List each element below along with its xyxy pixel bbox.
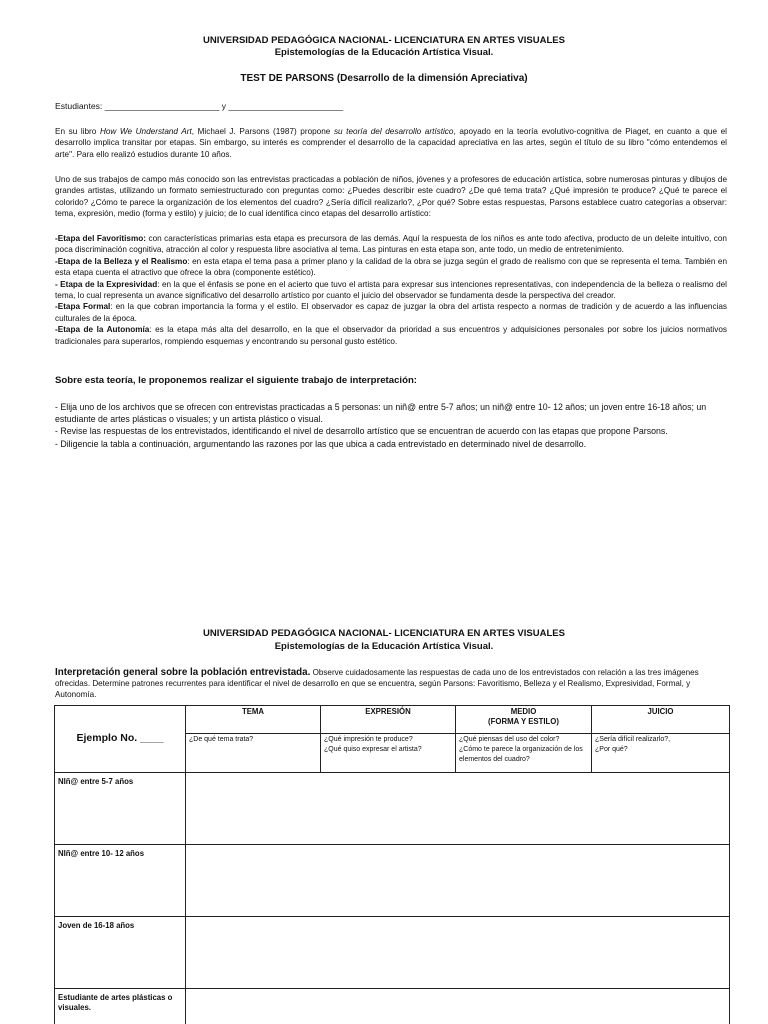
row-label-nino-10-12: NIñ@ entre 10- 12 años: [55, 845, 186, 917]
col-tema-header: TEMA: [186, 706, 321, 734]
page-2: [0, 618, 768, 1024]
stage-formal: [55, 301, 727, 324]
table-row: [55, 917, 730, 989]
row-label-nino-5-7: NIñ@ entre 5-7 años: [55, 773, 186, 845]
stage-text: : es la etapa más alta del desarrollo, en la que el observador da prioridad a sus encuentros y adquisiciones personales por sobre los juicios normativos tradicionales para superarlos, rompiendo esquemas y encontrando su personal gusto estético.: [55, 325, 727, 346]
q-juicio-2: ¿Por qué?: [595, 745, 628, 753]
instruction-item: - Elija uno de los archivos que se ofrecen con entrevistas practicadas a 5 personas: un niñ@ entre 5-7 años; un niñ@ entre 10- 12 años; un joven entre 16-18 años; un estudiante de artes plásticas o visuales; y un artista plástico o visual.: [55, 402, 707, 425]
students-blank-1[interactable]: ________________________: [104, 101, 220, 111]
stage-text: con características primarias esta etapa es precursora de las demás. Aquí la respuesta de los niños es ante todo afectiva, producto de un deleite intuitivo, con poca discriminación cognitiva, atracción al color y respuesta libre asociativa al tema. Las pinturas en esta etapa son, ante todo, un medio de entretenimiento.: [55, 234, 727, 255]
intro-paragraph: [55, 126, 727, 160]
interpretation-text: Observe cuidadosamente las respuestas de cada uno de los entrevistados con relación a las tres imágenes ofrecidas. Determine patrones recurrentes para identificar el nivel de desarrollo en que se encuentra, según Parsons: Favoritismo, Belleza y el Realismo, Expresividad, Formal, y Autonomía.: [55, 668, 699, 699]
q-expresion-1: ¿Qué impresión te produce?: [324, 736, 413, 743]
intro-text-3: , apoyado en la teoría evolutivo-cognitiva de Piaget, en cuanto a que el desarrollo implica transitar por etapas. Sin embargo, su interés es comprender el desarrollo de la capacidad apreciativa en las artes, según el título de su libro "cómo entendemos el arte". Para ello realizó estudios durante 10 años.: [55, 127, 727, 159]
university-header: UNIVERSIDAD PEDAGÓGICA NACIONAL- LICENCIATURA EN ARTES VISUALES: [203, 35, 565, 46]
stage-name: -Etapa Formal: [55, 302, 111, 312]
stage-favoritismo: [55, 233, 727, 256]
row-label-estudiante-artes: Estudiante de artes plásticas o visuales.: [55, 989, 186, 1024]
stage-name: -Etapa de la Belleza y el Realismo: [55, 256, 188, 266]
students-and: y: [221, 101, 227, 111]
q-medio: [456, 734, 592, 773]
q-expresion: [321, 734, 456, 773]
q-medio-2: ¿Cómo te parece la organización de los elementos del cuadro?: [459, 745, 583, 763]
theory-name: su teoría del desarrollo artístico: [333, 127, 454, 136]
university-header: UNIVERSIDAD PEDAGÓGICA NACIONAL- LICENCIATURA EN ARTES VISUALES: [203, 628, 565, 639]
students-label: Estudiantes:: [55, 101, 103, 111]
table-row: [55, 845, 730, 917]
course-header: Epistemologías de la Educación Artística Visual.: [274, 641, 494, 652]
col-expresion-header: EXPRESIÓN: [321, 706, 456, 734]
stage-text: : en la que el énfasis se pone en el acierto que tuvo el artista para expresar sus intenciones representativas, con independencia de la belleza o realismo del tema, lo cual representa un avance significativo del desarrollo artístico por cuanto el juicio del observador se fundamenta desde la perspectiva del creador.: [55, 279, 727, 301]
book-title: How We Understand Art: [99, 127, 192, 136]
intro-text-2: , Michael J. Parsons (1987) propone: [191, 127, 334, 136]
stage-name: - Etapa de la Expresividad: [55, 279, 158, 289]
q-juicio: [592, 734, 730, 773]
stage-autonomia: [55, 324, 727, 347]
interview-table: [54, 705, 730, 1024]
test-title: TEST DE PARSONS (Desarrollo de la dimensión Apreciativa): [240, 73, 528, 84]
example-number-cell[interactable]: Ejemplo No. ____: [55, 706, 186, 773]
q-tema: ¿De qué tema trata?: [186, 734, 321, 773]
row-answer-joven-16-18[interactable]: [186, 917, 730, 989]
intro-text-1: En su libro: [55, 127, 100, 136]
q-juicio-1: ¿Sería difícil realizarlo?,: [595, 736, 671, 743]
row-answer-nino-10-12[interactable]: [186, 845, 730, 917]
stage-name: -Etapa de la Autonomía: [55, 325, 150, 335]
instructions-list: [55, 401, 727, 450]
table-row: [55, 989, 730, 1024]
instruction-item: - Diligencie la tabla a continuación, argumentando las razones por las que ubica a cada entrevistado en determinado nivel de desarrollo.: [55, 438, 587, 449]
students-line: [55, 101, 343, 111]
col-juicio-header: JUICIO: [592, 706, 730, 734]
course-header: Epistemologías de la Educación Artística Visual.: [274, 47, 494, 58]
col-medio-header: [456, 706, 592, 734]
stage-text: : en la que cobran importancia la forma y el estilo. El observador es capaz de juzgar la obra del artista respecto a normas de tradición y de acuerdo a las influencias culturales de la época.: [55, 302, 727, 323]
fieldwork-paragraph: Uno de sus trabajos de campo más conocido son las entrevistas practicadas a población de niños, jóvenes y a profesores de educación artística, sobre numerosas pinturas y dibujos de grandes artistas, utilizando un formato semiestructurado con preguntas como: ¿Puedes describir este cuadro? ¿De qué tema trata? ¿Qué impresión te produce? ¿Qué te parece el colorido? ¿Cómo te parece la organización de los elementos del cuadro? ¿Sería difícil realizarlo?, ¿Por qué? Sobre estas respuestas, Parsons establece cuatro categorías a observar: tema, expresión, medio (forma y estilo) y juicio; de lo cual identifica cinco etapas del desarrollo artístico:: [55, 175, 727, 219]
stages-block: [55, 233, 727, 347]
row-answer-nino-5-7[interactable]: [186, 773, 730, 845]
col-medio-title: MEDIO: [510, 707, 537, 716]
interpretation-heading: Interpretación general sobre la población entrevistada.: [55, 667, 311, 678]
proposal-heading: Sobre esta teoría, le proponemos realizar el siguiente trabajo de interpretación:: [55, 375, 417, 386]
row-answer-estudiante-artes[interactable]: [186, 989, 730, 1024]
table-header-row: [55, 706, 730, 734]
stage-expresividad: [55, 279, 727, 302]
table-row: [55, 773, 730, 845]
stage-text: : en esta etapa el tema pasa a primer plano y la calidad de la obra se juzga según el grado de realismo con que se representa el tema. También en esta etapa cuenta el atractivo que ofrece la obra (componente estético).: [55, 256, 727, 278]
students-blank-2[interactable]: ________________________: [228, 101, 344, 111]
q-expresion-2: ¿Qué quiso expresar el artista?: [324, 745, 422, 753]
stage-name: -Etapa del Favoritismo:: [55, 234, 146, 243]
row-label-joven-16-18: Joven de 16-18 años: [55, 917, 186, 989]
instruction-item: - Revise las respuestas de los entrevistados, identificando el nivel de desarrollo artístico que se encuentran de acuerdo con las etapas que propone Parsons.: [55, 426, 668, 437]
q-medio-1: ¿Qué piensas del uso del color?: [459, 736, 560, 743]
col-medio-subtitle: (FORMA Y ESTILO): [488, 717, 559, 726]
stage-belleza-realismo: [55, 256, 727, 279]
interpretation-intro: [55, 667, 727, 700]
